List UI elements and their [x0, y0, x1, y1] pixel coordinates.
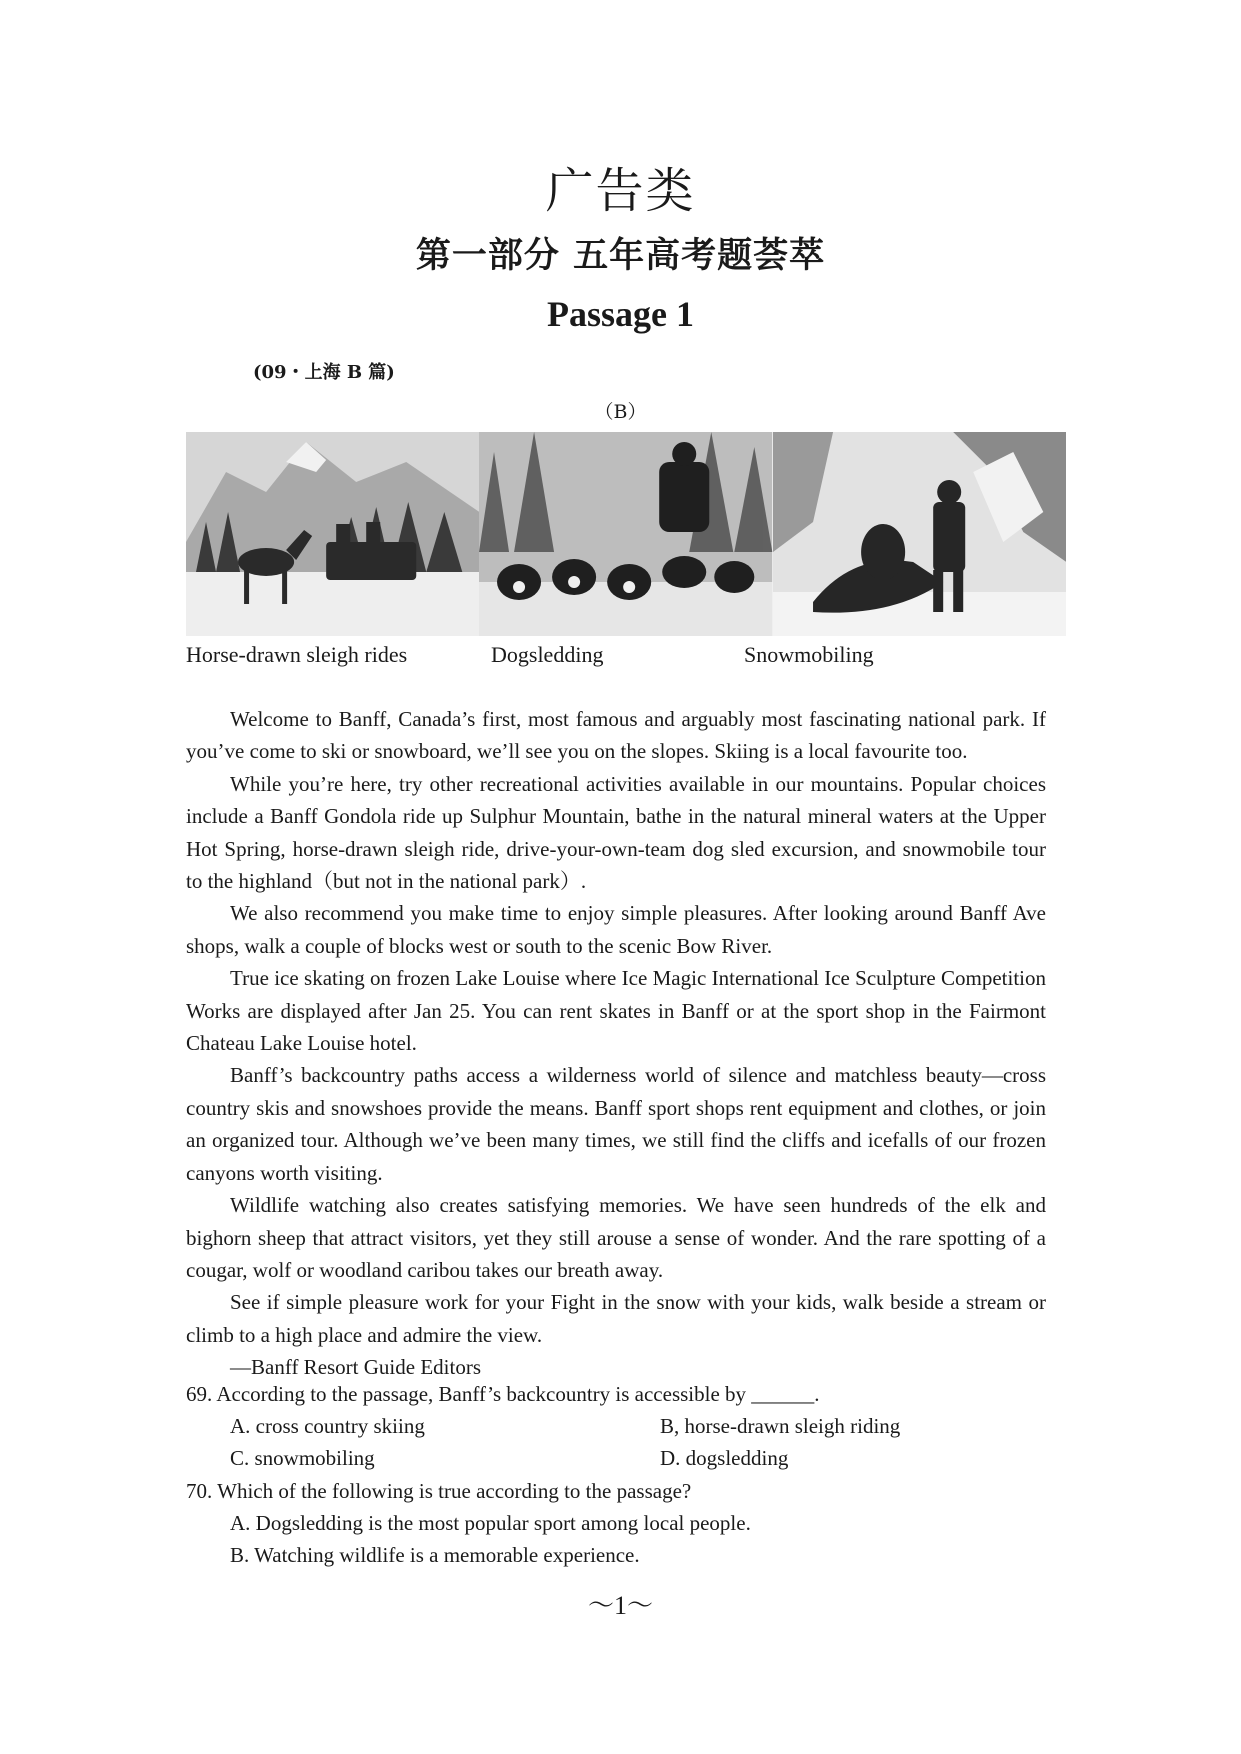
photo-strip	[186, 432, 1066, 636]
paragraph: Welcome to Banff, Canada’s first, most famous and arguably most fascinating national park. If you’ve come to ski or snowboard, we’ll see you on the slopes. Skiing is a local favourite too.	[186, 707, 1046, 764]
paragraph: Wildlife watching also creates satisfying memories. We have seen hundreds of the elk and bighorn sheep that attract visitors, yet they still arouse a sense of wonder. And the rare spotting of a cougar, wolf or woodland caribou takes our breath away.	[186, 1193, 1046, 1282]
caption-snowmobiling: Snowmobiling	[744, 642, 874, 667]
paragraph: True ice skating on frozen Lake Louise where Ice Magic International Ice Sculpture Competition Works are displayed after Jan 25. You can rent skates in Banff or at the sport shop in the Fairmont Chateau Lake Louise hotel.	[186, 966, 1046, 1056]
paragraph: We also recommend you make time to enjoy simple pleasures. After looking around Banff Ave shops, walk a couple of blocks west or south to the scenic Bow River.	[186, 901, 1046, 958]
section-letter: （B）	[594, 401, 647, 423]
paragraph: See if simple pleasure work for your Fight in the snow with your kids, walk beside a stream or climb to a high place and admire the view.	[186, 1290, 1046, 1347]
question-69-option-b: B, horse-drawn sleigh riding	[660, 1414, 901, 1438]
passage-body	[186, 703, 1046, 1384]
question-70-option-a: A. Dogsledding is the most popular sport among local people.	[230, 1511, 751, 1535]
question-70-stem: 70. Which of the following is true according to the passage?	[186, 1479, 692, 1503]
question-69-stem: 69. According to the passage, Banff’s backcountry is accessible by ______.	[186, 1382, 820, 1406]
dogsledding-photo	[479, 432, 772, 636]
signature: —Banff Resort Guide Editors	[230, 1355, 481, 1380]
question-69-option-d: D. dogsledding	[660, 1446, 789, 1470]
part-title: 第一部分 五年高考题荟萃	[415, 235, 826, 276]
passage-title: Passage 1	[547, 294, 694, 334]
question-70-option-b: B. Watching wildlife is a memorable experience.	[230, 1543, 640, 1567]
page-number: ～1～	[587, 1591, 653, 1620]
source-tag: (09・上海 B 篇)	[253, 362, 395, 383]
question-69-option-a: A. cross country skiing	[230, 1414, 425, 1438]
category-title: 广告类	[545, 163, 696, 219]
question-69-option-c: C. snowmobiling	[230, 1446, 375, 1470]
horse-sleigh-photo	[186, 432, 479, 636]
caption-dogsledding: Dogsledding	[491, 642, 604, 667]
snowmobiling-photo	[773, 432, 1066, 636]
paragraph: Banff’s backcountry paths access a wilderness world of silence and matchless beauty—cross country skis and snowshoes provide the means. Banff sport shops rent equipment and clothes, or join an organized tour. Although we’ve been many times, we still find the cliffs and icefalls of our frozen canyons worth visiting.	[186, 1063, 1046, 1185]
caption-horse-sleigh: Horse-drawn sleigh rides	[186, 642, 408, 667]
paragraph: While you’re here, try other recreational activities available in our mountains. Popular choices include a Banff Gondola ride up Sulphur Mountain, bathe in the natural mineral waters at the Upper Hot Spring, horse-drawn sleigh ride, drive-your-own-team dog sled excursion, and snowmobile tour to the highland（but not in the national park）.	[186, 771, 1046, 894]
